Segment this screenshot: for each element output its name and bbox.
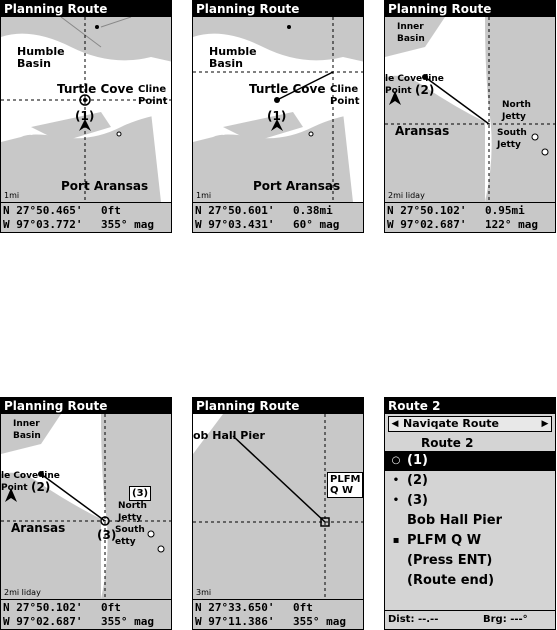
label-humble-basin: Humble Basin bbox=[17, 45, 65, 70]
distance: 0ft bbox=[293, 601, 313, 614]
footer-distance: Dist: --.-- bbox=[388, 614, 439, 625]
item-bullet: • bbox=[392, 475, 400, 486]
label-aransas: Aransas bbox=[11, 521, 66, 535]
waypoint-label: (1) bbox=[267, 109, 287, 123]
map-scale: 2mi liday bbox=[388, 191, 425, 200]
label-cline-point: Cline Point bbox=[138, 84, 168, 107]
latitude: N 27°50.601' bbox=[195, 204, 275, 217]
bearing: 355° mag bbox=[101, 615, 154, 628]
label-cove: le Cove line Point bbox=[385, 74, 444, 96]
label-turtle-cove: Turtle Cove bbox=[249, 82, 326, 96]
screen-title: Planning Route bbox=[1, 398, 171, 414]
distance: 0.38mi bbox=[293, 204, 333, 217]
longitude: W 97°11.386' bbox=[195, 615, 275, 628]
waypoint-tag-3: (3) bbox=[129, 486, 151, 501]
label-humble-basin: Humble Basin bbox=[209, 45, 257, 70]
label-aransas: Aransas bbox=[395, 124, 450, 138]
route-item-7[interactable] bbox=[385, 571, 555, 591]
route-item-4[interactable] bbox=[385, 511, 555, 531]
bearing: 355° mag bbox=[293, 615, 346, 628]
map-screen-5 bbox=[192, 397, 364, 630]
arrow-left-icon[interactable]: ◀ bbox=[391, 419, 399, 429]
route-item-6[interactable] bbox=[385, 551, 555, 571]
waypoint-label-3: (3) bbox=[97, 528, 117, 542]
route-item-5[interactable] bbox=[385, 531, 555, 551]
label-inner-basin: Inner Basin bbox=[397, 22, 425, 44]
route-screen bbox=[384, 397, 556, 630]
arrow-right-icon[interactable]: ▶ bbox=[541, 419, 549, 429]
waypoint-label-2: (2) bbox=[31, 480, 51, 494]
route-title: Route 2 bbox=[385, 398, 555, 414]
route-item-1[interactable] bbox=[385, 451, 555, 471]
footer-bearing: Brg: ---° bbox=[483, 614, 528, 625]
map-screen-1 bbox=[0, 0, 172, 233]
info-bar bbox=[1, 599, 171, 630]
waypoint-label: (1) bbox=[75, 109, 95, 123]
map-scale: 1mi bbox=[4, 191, 20, 200]
map-scale: 3mi bbox=[196, 588, 212, 597]
latitude: N 27°50.102' bbox=[3, 601, 83, 614]
bearing: 122° mag bbox=[485, 218, 538, 231]
label-bob-hall-pier: ob Hall Pier bbox=[193, 429, 265, 442]
route-list-header: Route 2 bbox=[421, 436, 474, 450]
label-north-jetty: North Jetty bbox=[502, 100, 531, 122]
map-view[interactable] bbox=[193, 17, 363, 202]
latitude: N 27°50.102' bbox=[387, 204, 467, 217]
longitude: W 97°03.431' bbox=[195, 218, 275, 231]
map-view[interactable] bbox=[193, 414, 363, 599]
map-screen-3 bbox=[384, 0, 556, 233]
map-scale: 2mi liday bbox=[4, 588, 41, 597]
info-bar bbox=[385, 202, 555, 233]
latitude: N 27°50.465' bbox=[3, 204, 83, 217]
map-screen-4 bbox=[0, 397, 172, 630]
screen-title: Planning Route bbox=[193, 398, 363, 414]
label-inner-basin: Inner Basin bbox=[13, 419, 41, 441]
longitude: W 97°03.772' bbox=[3, 218, 83, 231]
longitude: W 97°02.687' bbox=[3, 615, 83, 628]
route-waypoint-list bbox=[385, 435, 555, 591]
info-bar bbox=[193, 599, 363, 630]
longitude: W 97°02.687' bbox=[387, 218, 467, 231]
label-north-jetty: North Jetty bbox=[118, 501, 147, 523]
item-label: (1) bbox=[407, 453, 428, 468]
info-bar bbox=[1, 202, 171, 233]
label-turtle-cove: Turtle Cove bbox=[57, 82, 134, 96]
route-action-dropdown[interactable] bbox=[388, 416, 552, 432]
map-view[interactable] bbox=[1, 414, 171, 599]
dropdown-label: Naviqate Route bbox=[403, 417, 499, 430]
route-footer bbox=[385, 610, 555, 629]
screen-title: Planning Route bbox=[1, 1, 171, 17]
screen-title: Planning Route bbox=[385, 1, 555, 17]
screen-title: Planning Route bbox=[193, 1, 363, 17]
item-bullet: ▪ bbox=[392, 535, 400, 546]
map-view[interactable] bbox=[385, 17, 555, 202]
label-port-aransas: Port Aransas bbox=[253, 179, 341, 193]
label-cove: le Cove line Point bbox=[1, 471, 60, 493]
item-label: PLFM Q W bbox=[407, 533, 482, 548]
route-item-2[interactable] bbox=[385, 471, 555, 491]
waypoint-label-2: (2) bbox=[415, 83, 435, 97]
map-scale: 1mi bbox=[196, 191, 212, 200]
route-item-3[interactable] bbox=[385, 491, 555, 511]
item-label: (Press ENT) bbox=[407, 553, 493, 568]
item-bullet: ○ bbox=[391, 455, 401, 466]
latitude: N 27°33.650' bbox=[195, 601, 275, 614]
label-south-jetty: South etty bbox=[115, 525, 145, 547]
map-view[interactable] bbox=[1, 17, 171, 202]
item-label: (2) bbox=[407, 473, 428, 488]
map-screen-2 bbox=[192, 0, 364, 233]
distance: 0ft bbox=[101, 601, 121, 614]
distance: 0ft bbox=[101, 204, 121, 217]
bearing: 355° mag bbox=[101, 218, 154, 231]
item-label: (3) bbox=[407, 493, 428, 508]
bearing: 60° mag bbox=[293, 218, 340, 231]
distance: 0.95mi bbox=[485, 204, 525, 217]
label-cline-point: Cline Point bbox=[330, 84, 360, 107]
item-label: Bob Hall Pier bbox=[407, 513, 502, 528]
info-bar bbox=[193, 202, 363, 233]
waypoint-tag-plfm: PLFM Q W bbox=[327, 472, 363, 498]
item-bullet: • bbox=[392, 495, 400, 506]
label-port-aransas: Port Aransas bbox=[61, 179, 149, 193]
label-south-jetty: South Jetty bbox=[497, 128, 527, 150]
item-label: (Route end) bbox=[407, 573, 495, 588]
